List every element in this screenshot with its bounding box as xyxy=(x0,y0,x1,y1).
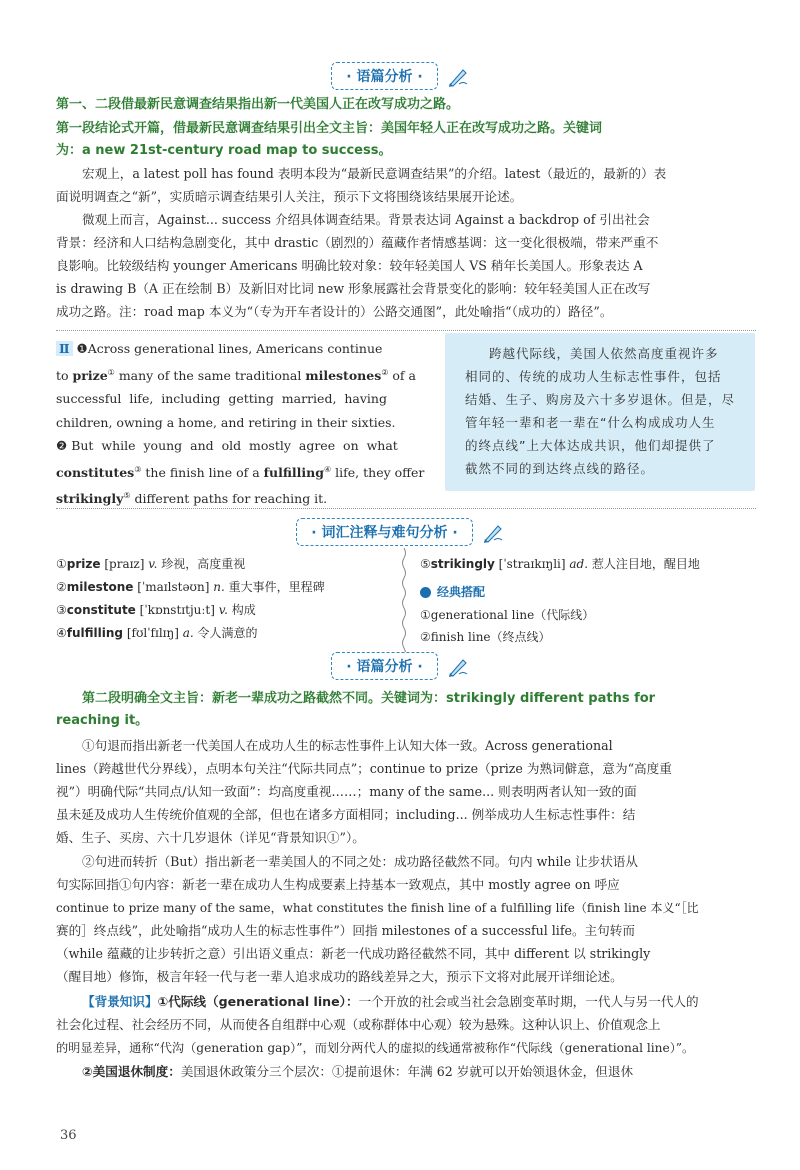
passage-text: But while young and old mostly agree on what xyxy=(67,438,398,454)
vocab-word: prize xyxy=(66,557,101,571)
vocab-pos: n. xyxy=(213,580,225,594)
translation-line: 的终点线”上大体达成共识，他们却提供了 xyxy=(465,438,716,453)
vocab-word: milestone xyxy=(66,580,134,594)
keyword-strikingly: strikingly xyxy=(56,491,124,507)
vocab-phonetic: [ˈstraɪkɪŋli] xyxy=(498,557,566,571)
background-knowledge-line xyxy=(56,991,756,1013)
pen-icon xyxy=(447,66,469,88)
analysis-paragraph-line: 婚、生子、买房、六十几岁退休（详见“背景知识①”）。 xyxy=(56,830,365,845)
analysis-paragraph-line: （while 蕴藏的让步转折之意）引出语义重点：新老一代成功路径截然不同，其中 different 以 strikingly xyxy=(56,946,651,961)
bullet-icon xyxy=(420,587,431,598)
collocation-item: ①generational line（代际线） xyxy=(420,608,595,622)
section-banner-analysis xyxy=(0,62,800,90)
background-knowledge-line: 社会化过程、社会经历不同，从而使各自组群中心观（或称群体中心观）较为悬殊。这种认识上、价值观念上 xyxy=(56,1017,661,1032)
vocab-pos: ad. xyxy=(569,557,589,571)
analysis-paragraph-line: 赛的］终点线”，此处喻指“成功人生的标志性事件”）回指 milestones of a successful life。主句转而 xyxy=(56,923,635,938)
footnote-ref: ② xyxy=(381,367,389,377)
vocab-phonetic: [ˈkɒnstɪtjuːt] xyxy=(139,603,215,617)
banner-label: · 词汇注释与难句分析 · xyxy=(311,525,458,541)
column-divider xyxy=(400,548,408,658)
keyword-constitutes: constitutes xyxy=(56,464,135,480)
passage-text: the finish line of a xyxy=(141,464,264,480)
vocab-word: fulfilling xyxy=(66,626,124,640)
translation-line: 跨越代际线，美国人依然高度重视许多 xyxy=(489,346,719,361)
vocab-word: strikingly xyxy=(430,557,495,571)
background-knowledge-line xyxy=(56,1061,756,1083)
background-title: ①代际线（generational line）： xyxy=(157,994,359,1009)
divider xyxy=(56,330,756,331)
vocab-meaning: 珍视，高度重视 xyxy=(161,557,246,571)
collocation-title-text: 经典搭配 xyxy=(437,585,486,599)
translation-line: 截然不同的到达终点线的路径。 xyxy=(465,461,655,476)
collocation-item: ②finish line（终点线） xyxy=(420,630,551,644)
paragraph-number: Ⅱ xyxy=(56,341,73,356)
vocab-meaning: 构成 xyxy=(231,603,256,617)
analysis-paragraph-line: ②句进而转折（But）指出新老一辈美国人的不同之处：成功路径截然不同。句内 while 让步状语从 xyxy=(82,854,638,869)
passage-text: life, they offer xyxy=(331,464,425,480)
vocab-phonetic: [praɪz] xyxy=(104,557,145,571)
vocab-meaning: 重大事件，里程碑 xyxy=(228,580,325,594)
pen-icon xyxy=(447,656,469,678)
analysis-paragraph-line: 背景：经济和人口结构急剧变化，其中 drastic（剧烈的）蕴藏作者情感基调：这一变化很极端，带来严重不 xyxy=(56,235,659,250)
background-label: 【背景知识】 xyxy=(82,994,158,1009)
passage-text: different paths for reaching it. xyxy=(130,491,328,507)
footnote-ref: ⑤ xyxy=(123,491,131,501)
vocab-num: ① xyxy=(56,557,67,571)
analysis-paragraph-line: 成功之路。注：road map 本义为“（专为开车者设计的）公路交通图”，此处喻指“（成功的）路径”。 xyxy=(56,304,613,319)
vocab-phonetic: [fʊlˈfɪlɪŋ] xyxy=(126,626,179,640)
analysis-paragraph-line: 视”）明确代际“共同点/认知一致面”：均高度重视……；many of the same... 则表明两者认知一致的面 xyxy=(56,784,637,799)
translation-line: 管年轻一辈和老一辈在“什么构成成功人生 xyxy=(465,415,716,430)
passage-text: of a xyxy=(388,367,416,383)
keyword-prize: prize xyxy=(72,367,108,383)
background-title: ②美国退休制度： xyxy=(82,1064,181,1079)
passage-line-7 xyxy=(56,484,436,511)
divider xyxy=(56,508,756,509)
translation-box xyxy=(445,333,755,491)
vocab-meaning: 令人满意的 xyxy=(197,626,258,640)
background-text: 美国退休政策分三个层次：①提前退休：年满 62 岁就可以开始领退休金，但退休 xyxy=(180,1064,634,1079)
analysis-paragraph-line: （醒目地）修饰，极言年轻一代与老一辈人追求成功的路线差异之大，预示下文将对此展开详细论述。 xyxy=(56,969,623,984)
vocab-pos: v. xyxy=(218,603,228,617)
collocation-title xyxy=(420,581,485,603)
analysis-paragraph-line: 良影响。比较级结构 younger Americans 明确比较对象：较年轻美国人 VS 稍年长美国人。形象表达 A xyxy=(56,258,643,273)
vocab-item xyxy=(420,553,700,575)
keyword-fulfilling: fulfilling xyxy=(263,464,325,480)
passage-line-5 xyxy=(56,434,436,458)
background-knowledge-line: 的明显差异，通称“代沟（generation gap）”，而划分两代人的虚拟的线通常被称作“代际线（generational line）”。 xyxy=(56,1041,695,1055)
analysis-paragraph-line: 句实际回指①句内容：新老一辈在成功人生构成要素上持基本一致观点，其中 mostly agree on 呼应 xyxy=(56,877,620,892)
translation-line: 相同的、传统的成功人生标志性事件，包括 xyxy=(465,369,722,384)
analysis-paragraph-line: continue to prize many of the same，what constitutes the finish line of a fulfilling life（finish line 本义“［比 xyxy=(56,901,699,915)
passage-text: Across generational lines, Americans continue xyxy=(87,341,383,356)
vocab-num: ② xyxy=(56,580,67,594)
vocab-item xyxy=(56,576,325,598)
vocab-num: ④ xyxy=(56,626,67,640)
footnote-ref: ③ xyxy=(134,464,142,474)
banner-label: · 语篇分析 · xyxy=(346,69,423,85)
analysis-paragraph-line: 宏观上，a latest poll has found 表明本段为“最新民意调查结果”的介绍。latest（最近的，最新的）表 xyxy=(82,166,667,181)
passage-line-3: successful life, including getting married, having xyxy=(56,391,387,407)
passage-line-2 xyxy=(56,361,436,388)
vocab-item xyxy=(56,599,256,621)
footnote-ref: ④ xyxy=(324,464,332,474)
section2-heading-2: reaching it。 xyxy=(56,713,149,728)
sentence-number: ❶ xyxy=(76,341,88,356)
section1-subheading-2: 为：a new 21st-century road map to success。 xyxy=(56,143,392,158)
vocab-phonetic: [ˈmaɪlstəʊn] xyxy=(137,580,210,594)
section1-heading: 第一、二段借最新民意调查结果指出新一代美国人正在改写成功之路。 xyxy=(56,97,460,112)
vocab-item xyxy=(56,553,245,575)
passage-line-1 xyxy=(56,337,436,361)
banner-label: · 语篇分析 · xyxy=(346,659,423,675)
analysis-paragraph-line: 微观上而言，Against... success 介绍具体调查结果。背景表达词 Against a backdrop of 引出社会 xyxy=(82,212,650,227)
passage-english xyxy=(56,337,436,511)
footnote-ref: ① xyxy=(107,367,115,377)
section1-subheading-1: 第一段结论式开篇，借最新民意调查结果引出全文主旨：美国年轻人正在改写成功之路。关键词 xyxy=(56,121,603,136)
vocab-pos: a. xyxy=(182,626,194,640)
sentence-number: ❷ xyxy=(56,438,68,454)
keyword-milestones: milestones xyxy=(305,367,382,383)
passage-line-4: children, owning a home, and retiring in their sixties. xyxy=(56,414,396,430)
vocab-word: constitute xyxy=(66,603,136,617)
page-number: 36 xyxy=(60,1128,77,1143)
background-text: 一个开放的社会或当社会急剧变革时期，一代人与另一代人的 xyxy=(358,994,699,1009)
analysis-paragraph-line: lines（跨越世代分界线），点明本句关注“代际共同点”；continue to prize（prize 为熟词僻意，意为“高度重 xyxy=(56,761,672,776)
section2-heading-1: 第二段明确全文主旨：新老一辈成功之路截然不同。关键词为：strikingly different paths for xyxy=(82,691,656,706)
analysis-paragraph-line: 虽未延及成功人生传统价值观的全部，但也在诸多方面相同；including... 例举成功人生标志性事件：结 xyxy=(56,807,636,822)
analysis-paragraph-line: ①句退而指出新老一代美国人在成功人生的标志性事件上认知大体一致。Across generational xyxy=(82,738,613,753)
section-banner-analysis-2 xyxy=(0,652,800,680)
passage-line-6 xyxy=(56,458,436,485)
vocab-num: ⑤ xyxy=(420,557,431,571)
pen-icon xyxy=(482,522,504,544)
vocab-pos: v. xyxy=(148,557,158,571)
passage-text: to xyxy=(56,367,73,383)
analysis-paragraph-line: is drawing B（A 正在绘制 B）及新旧对比词 new 形象展露社会背景变化的影响：较年轻美国人正在改写 xyxy=(56,281,651,296)
translation-line: 结婚、生子、购房及六十多岁退休。但是，尽 xyxy=(465,392,736,407)
passage-text: many of the same traditional xyxy=(114,367,306,383)
vocab-item xyxy=(56,622,258,644)
vocab-meaning: 惹人注目地，醒目地 xyxy=(591,557,700,571)
section-banner-vocab xyxy=(0,518,800,546)
analysis-paragraph-line: 面说明调查之“新”，实质暗示调查结果引人关注，预示下文将围绕该结果展开论述。 xyxy=(56,189,523,204)
vocab-num: ③ xyxy=(56,603,67,617)
